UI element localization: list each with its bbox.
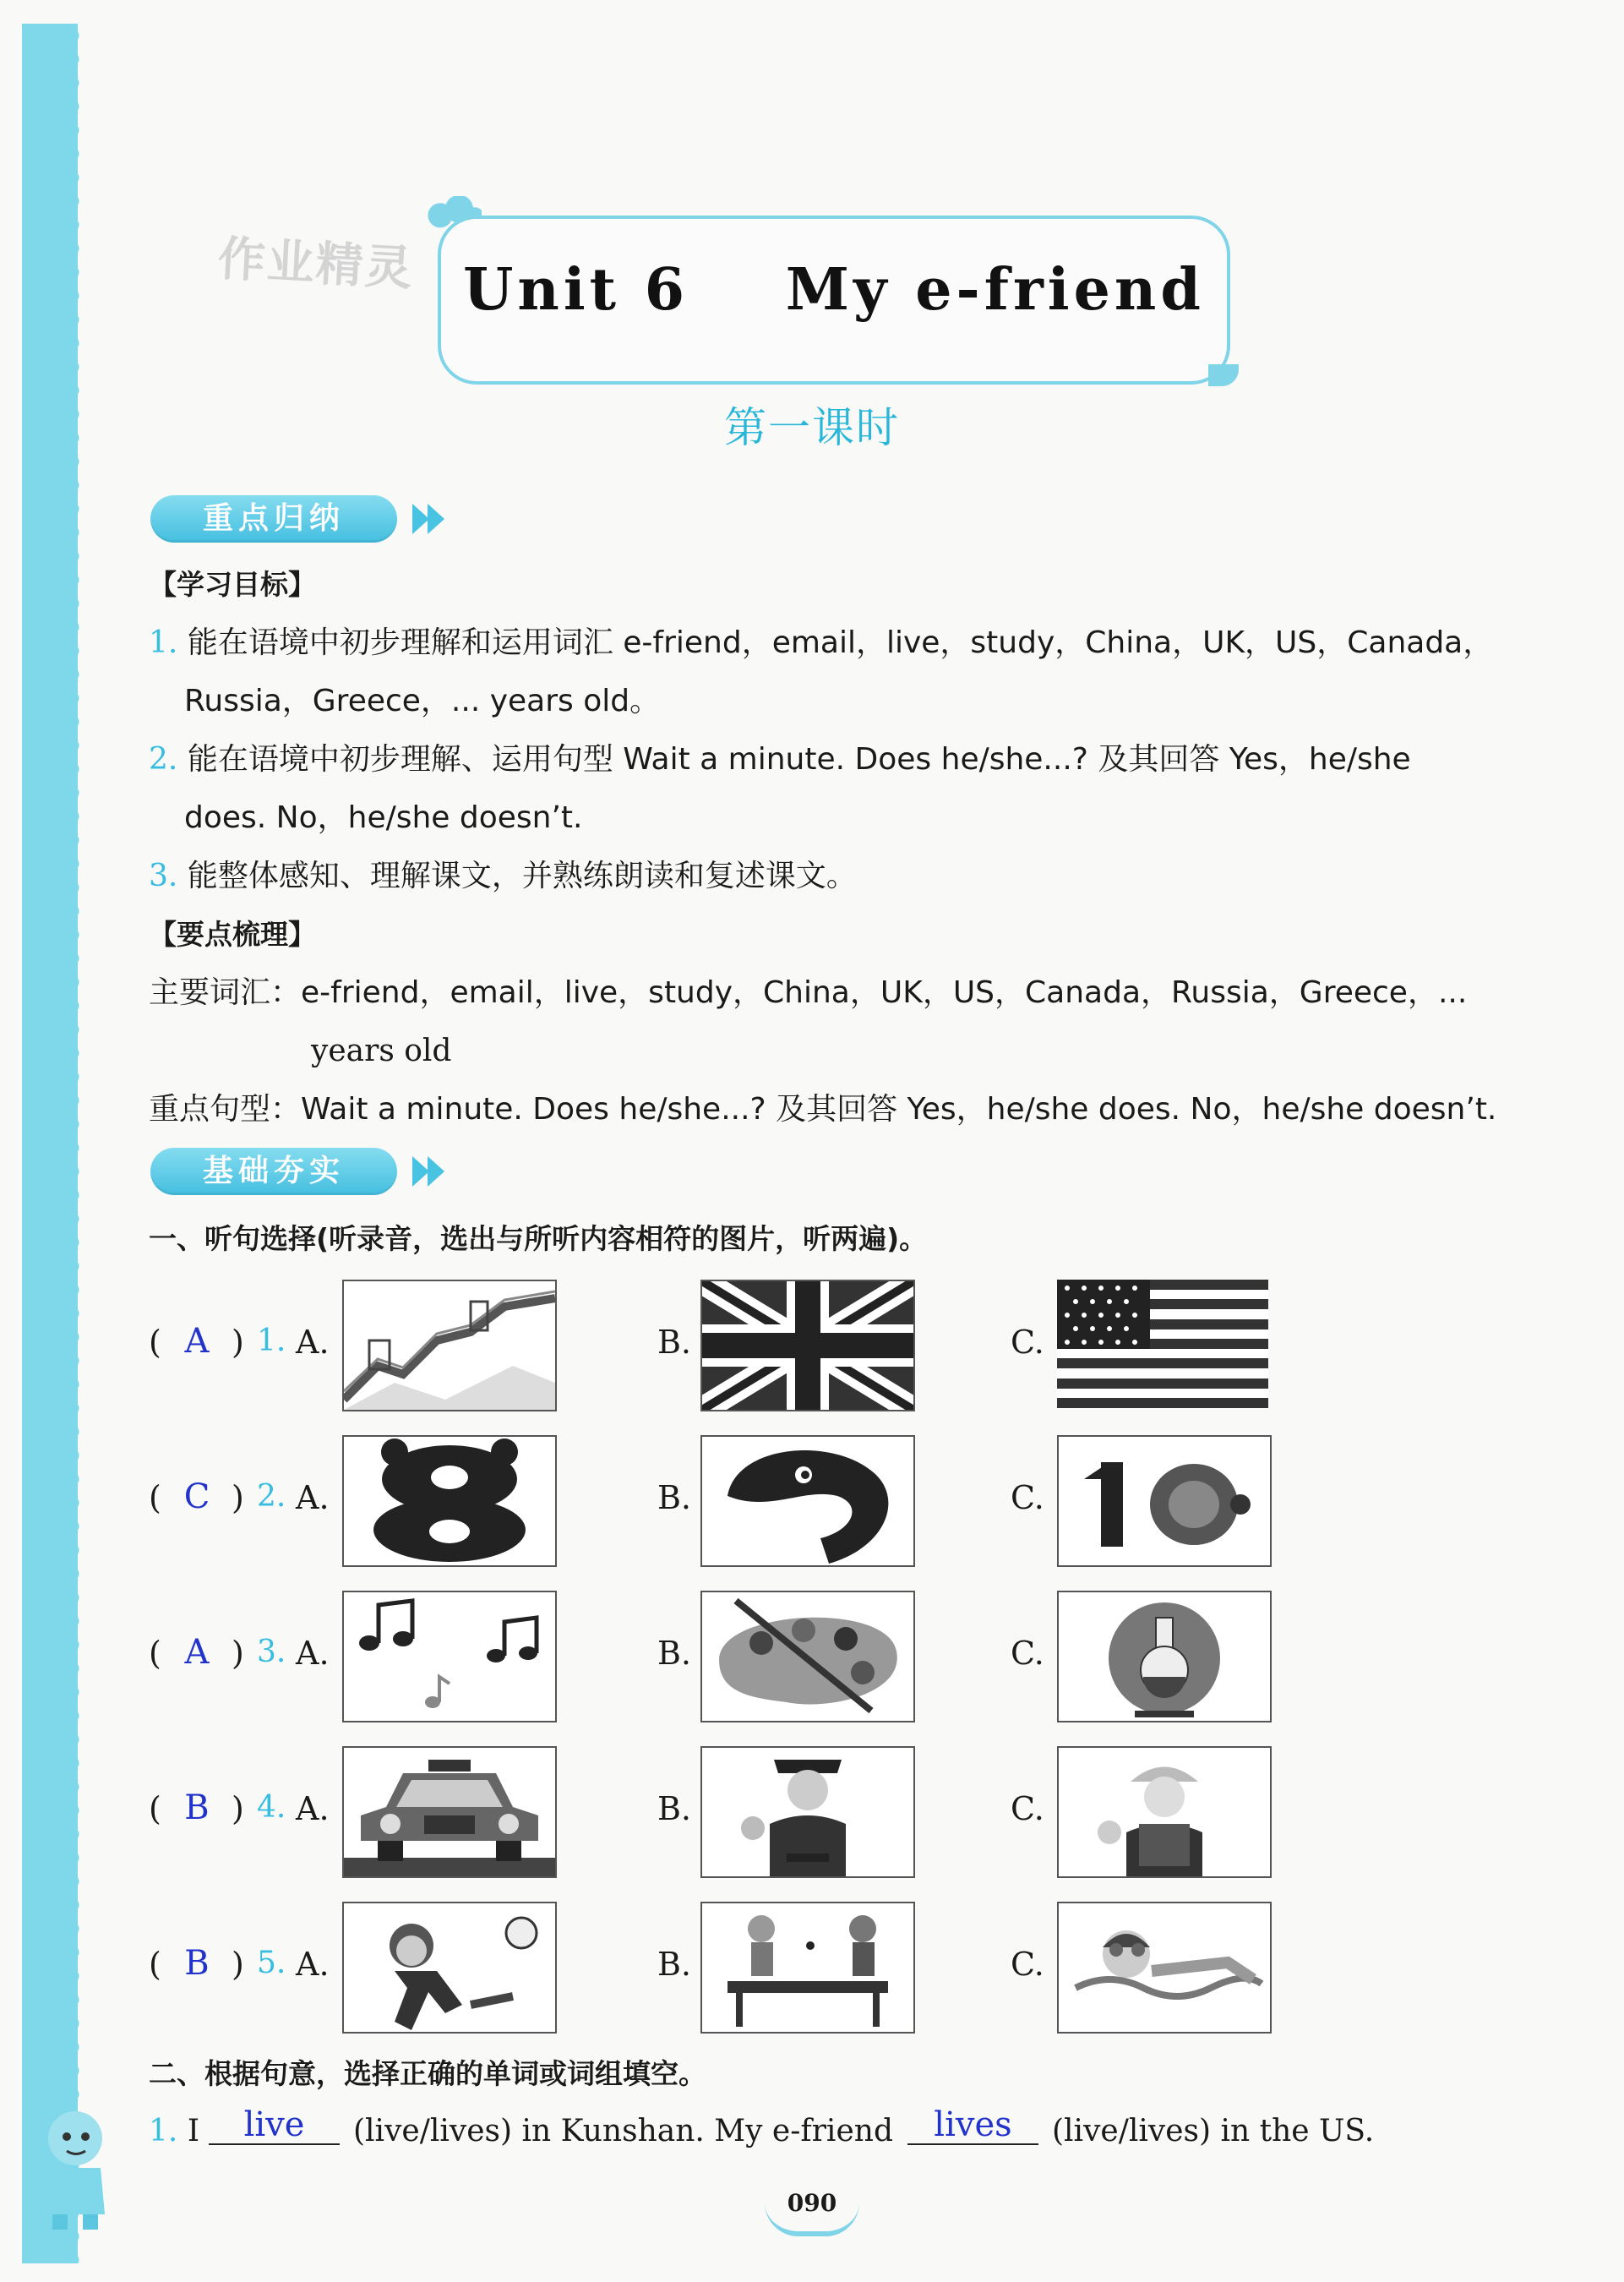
answer-paren-open: (: [149, 1479, 161, 1516]
option-label-c: C.: [1011, 1946, 1044, 1983]
section-pill-label: 基础夯实: [202, 1154, 345, 1188]
palette-icon: [702, 1592, 913, 1721]
answer-value: B: [184, 1944, 210, 1983]
number-eight-animal-picture: [342, 1435, 557, 1567]
objective-text: 能整体感知、理解课文，并熟练朗读和复述课文。: [187, 859, 857, 893]
number-nine-animal-picture: [700, 1435, 915, 1567]
item-number: 1.: [149, 2114, 178, 2148]
listening-title: 一、听句选择(听录音，选出与所听内容相符的图片，听两遍)。: [149, 1222, 928, 1255]
watermark-text: 作业精灵: [216, 231, 416, 298]
ten-turtle-icon: [1059, 1437, 1270, 1565]
taxi-icon: [344, 1748, 555, 1876]
option-label-b: B.: [657, 1324, 692, 1361]
swimmer-icon: [1059, 1903, 1270, 2032]
objective-item-1-cont: Russia，Greece，... years old。: [184, 684, 661, 718]
question-number: 4.: [257, 1790, 286, 1825]
objective-text: 能在语境中初步理解、运用句型 Wait a minute. Does he/she...? 及其回答 Yes，he/she: [187, 742, 1411, 777]
objective-text: 能在语境中初步理解和运用词汇 e-friend，email，live，study，China，UK，US，Canada，: [187, 625, 1494, 660]
vocab-label: 主要词汇：: [149, 975, 302, 1010]
answer-paren-close: ): [232, 1790, 244, 1827]
section-pill-key-points: [150, 495, 397, 543]
double-arrow-icon: [412, 1156, 450, 1187]
great-wall-icon: [344, 1281, 555, 1410]
answer-value: B: [184, 1788, 210, 1827]
fill-question-1: [149, 2111, 199, 2152]
unit-title-box: [438, 216, 1230, 385]
answer-value: A: [184, 1633, 210, 1672]
option-label-c: C.: [1011, 1324, 1044, 1361]
objective-item-2: [149, 740, 1411, 780]
question-number: 5.: [257, 1946, 286, 1980]
option-label-c: C.: [1011, 1635, 1044, 1672]
answer-value: A: [184, 1322, 210, 1361]
section-pill-basics: [150, 1148, 397, 1195]
answer-paren-close: ): [232, 1946, 244, 1983]
us-flag-icon: [1057, 1280, 1268, 1408]
double-arrow-icon: [412, 504, 450, 534]
answer-paren-open: (: [149, 1946, 161, 1983]
option-label-b: B.: [657, 1946, 692, 1983]
sentence-part-3: (live/lives) in the US.: [1052, 2114, 1375, 2148]
option-label-a: A.: [296, 1635, 330, 1672]
answer-paren-close: ): [232, 1635, 244, 1672]
option-label-a: A.: [296, 1324, 330, 1361]
vocab-line-cont: years old: [311, 1034, 452, 1068]
worker-icon: [1059, 1748, 1270, 1876]
music-notes-icon: [344, 1592, 555, 1721]
answer-blank-1[interactable]: [209, 2105, 340, 2145]
vocab-line: [149, 973, 1467, 1013]
lesson-title: 第一课时: [724, 403, 900, 452]
item-number: 2.: [149, 742, 178, 777]
uk-flag-icon: [702, 1281, 913, 1410]
answer-paren-open: (: [149, 1635, 161, 1672]
unit-title: Unit 6 My e-friend: [463, 256, 1205, 324]
playing-table-tennis-picture: [700, 1902, 915, 2034]
blank-answer-1: live: [243, 2105, 305, 2144]
section-pill-label: 重点归纳: [202, 501, 345, 536]
option-label-b: B.: [657, 1479, 692, 1516]
option-label-a: A.: [296, 1790, 330, 1827]
item-number: 3.: [149, 859, 178, 893]
policeman-picture: [700, 1746, 915, 1878]
swimming-picture: [1057, 1902, 1272, 2034]
pattern-line: [149, 1089, 1496, 1130]
answer-paren-open: (: [149, 1324, 161, 1361]
eight-bear-icon: [344, 1437, 555, 1565]
playing-football-picture: [342, 1902, 557, 2034]
question-number: 1.: [257, 1324, 286, 1358]
uk-flag-picture: [700, 1280, 915, 1411]
left-decorative-strip: [22, 24, 78, 2263]
answer-paren-open: (: [149, 1790, 161, 1827]
answer-paren-close: ): [232, 1324, 244, 1361]
vocab-text: e-friend，email，live，study，China，UK，US，Canada，Russia，Greece，...: [301, 975, 1468, 1010]
great-wall-picture: [342, 1280, 557, 1411]
fill-in-title: 二、根据句意，选择正确的单词或词组填空。: [149, 2057, 706, 2090]
science-flask-picture: [1057, 1591, 1272, 1722]
flask-icon: [1059, 1592, 1270, 1721]
option-label-b: B.: [657, 1790, 692, 1827]
answer-blank-2[interactable]: [907, 2105, 1038, 2145]
football-player-icon: [344, 1903, 555, 2032]
music-notes-picture: [342, 1591, 557, 1722]
page-number: 090: [787, 2189, 837, 2217]
option-label-b: B.: [657, 1635, 692, 1672]
sentence-part-2: (live/lives) in Kunshan. My e-friend: [353, 2114, 893, 2148]
question-number: 3.: [257, 1635, 286, 1669]
summary-heading: 【要点梳理】: [149, 918, 316, 951]
objective-item-1: [149, 623, 1493, 663]
option-label-a: A.: [296, 1946, 330, 1983]
taxi-picture: [342, 1746, 557, 1878]
blank-answer-2: lives: [934, 2105, 1012, 2144]
nine-snake-icon: [702, 1437, 913, 1565]
answer-value: C: [183, 1477, 210, 1516]
left-strip-scallop: [73, 24, 86, 2263]
question-number: 2.: [257, 1479, 286, 1514]
worker-picture: [1057, 1746, 1272, 1878]
sentence-part-1: I: [187, 2114, 200, 2148]
item-number: 1.: [149, 625, 178, 660]
policeman-icon: [702, 1748, 913, 1876]
option-label-c: C.: [1011, 1790, 1044, 1827]
number-ten-picture: [1057, 1435, 1272, 1567]
pattern-label: 重点句型：: [149, 1092, 302, 1127]
pattern-text: Wait a minute. Does he/she...? 及其回答 Yes，he/she does. No，he/she doesn’t.: [301, 1092, 1497, 1127]
art-palette-picture: [700, 1591, 915, 1722]
option-label-c: C.: [1011, 1479, 1044, 1516]
objective-item-2-cont: does. No，he/she doesn’t.: [184, 800, 583, 835]
option-label-a: A.: [296, 1479, 330, 1516]
answer-paren-close: ): [232, 1479, 244, 1516]
us-flag-picture: [1057, 1280, 1268, 1408]
table-tennis-icon: [702, 1903, 913, 2032]
objectives-heading: 【学习目标】: [149, 568, 316, 601]
objective-item-3: [149, 856, 857, 897]
